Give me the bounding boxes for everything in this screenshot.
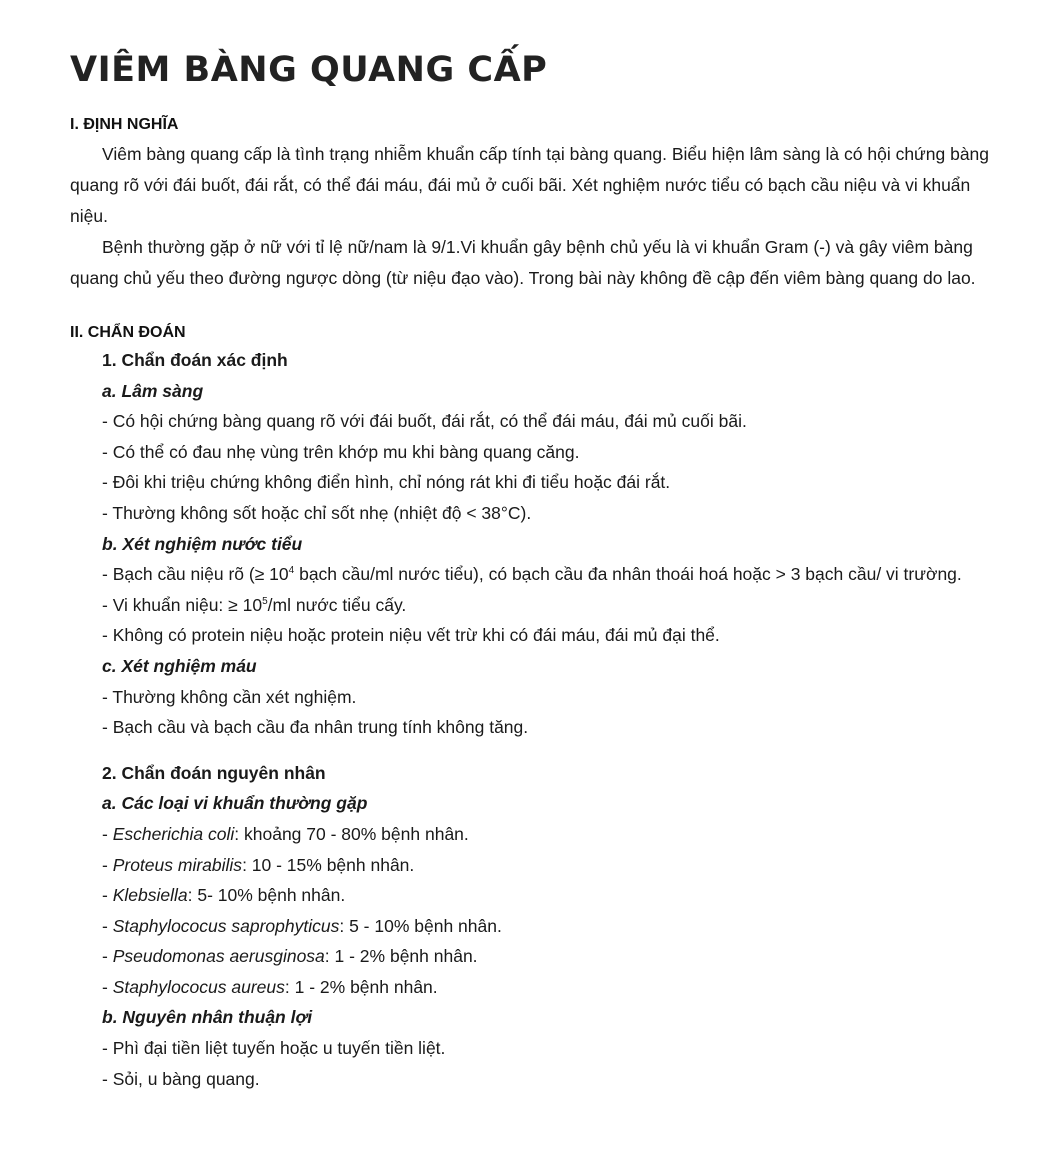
- heading-urine-test: b. Xét nghiệm nước tiểu: [102, 533, 303, 554]
- urine-test-item: [70, 590, 994, 621]
- bacteria-desc: : 5 - 10% bệnh nhân.: [339, 915, 502, 936]
- urine-item-text-pre: - Vi khuẩn niệu: ≥ 10: [102, 594, 263, 615]
- urine-item-text-post: bạch cầu/ml nước tiểu), có bạch cầu đa nhân thoái hoá hoặc > 3 bạch cầu/ vi trường.: [294, 564, 962, 585]
- bacteria-name: Escherichia coli: [112, 823, 235, 844]
- subsection-heading-etiology: 2. Chẩn đoán nguyên nhân: [102, 762, 326, 783]
- bacteria-item: - Staphylococus saprophyticus: 5 - 10% bệnh nhân.: [102, 915, 502, 936]
- clinical-item: - Đôi khi triệu chứng không điển hình, chỉ nóng rát khi đi tiểu hoặc đái rắt.: [102, 472, 671, 493]
- document-title: VIÊM BÀNG QUANG CẤP: [70, 50, 548, 90]
- predisposing-item: - Sỏi, u bàng quang.: [102, 1068, 260, 1089]
- heading-clinical: a. Lâm sàng: [102, 380, 204, 401]
- urine-item-text-post: /ml nước tiểu cấy.: [267, 594, 407, 615]
- subsection-heading-definitive-diagnosis: 1. Chẩn đoán xác định: [102, 350, 288, 370]
- bacteria-desc: : khoảng 70 - 80% bệnh nhân.: [234, 823, 469, 844]
- bacteria-name: Klebsiella: [112, 885, 188, 906]
- bacteria-name: Staphylococus saprophyticus: [112, 915, 340, 936]
- heading-common-bacteria: a. Các loại vi khuẩn thường gặp: [102, 793, 368, 814]
- bacteria-item: - Proteus mirabilis: 10 - 15% bệnh nhân.: [102, 854, 415, 875]
- bacteria-item: - Klebsiella: 5- 10% bệnh nhân.: [102, 885, 346, 906]
- urine-test-item: - Không có protein niệu hoặc protein niệu vết trừ khi có đái máu, đái mủ đại thể.: [102, 625, 720, 646]
- urine-test-item: [70, 559, 994, 590]
- bacteria-name: Staphylococus aureus: [112, 976, 285, 997]
- definition-paragraph-1: Viêm bàng quang cấp là tình trạng nhiễm khuẩn cấp tính tại bàng quang. Biểu hiện lâm sàng là có hội chứng bàng quang rõ với đái buốt, đái rắt, có thể đái máu, đái mủ ở cuối bãi. Xét nghiệm nước tiểu có bạch cầu niệu và vi khuẩn niệu.: [70, 144, 990, 226]
- bacteria-desc: : 5- 10% bệnh nhân.: [187, 885, 346, 906]
- bacteria-item: - Pseudomonas aerusginosa: 1 - 2% bệnh nhân.: [102, 946, 478, 967]
- bacteria-item: - Escherichia coli: khoảng 70 - 80% bệnh nhân.: [102, 823, 469, 844]
- bacteria-name: Pseudomonas aerusginosa: [112, 946, 325, 967]
- bacteria-name: Proteus mirabilis: [112, 854, 243, 875]
- heading-blood-test: c. Xét nghiệm máu: [102, 655, 257, 676]
- clinical-item: - Thường không sốt hoặc chỉ sốt nhẹ (nhiệt độ < 38°C).: [102, 502, 532, 523]
- section-heading-definition: I. ĐỊNH NGHĨA: [70, 116, 179, 133]
- definition-paragraph-2: Bệnh thường gặp ở nữ với tỉ lệ nữ/nam là 9/1.Vi khuẩn gây bệnh chủ yếu là vi khuẩn Gram (-) và gây viêm bàng quang chủ yếu theo đường ngược dòng (từ niệu đạo vào). Trong bài này không đề cập đến viêm bàng quang do lao.: [70, 237, 976, 288]
- blood-test-item: - Bạch cầu và bạch cầu đa nhân trung tính không tăng.: [102, 717, 529, 738]
- section-heading-diagnosis: II. CHẨN ĐOÁN: [70, 324, 186, 341]
- clinical-item: - Có thể có đau nhẹ vùng trên khớp mu khi bàng quang căng.: [102, 441, 580, 462]
- bacteria-desc: : 1 - 2% bệnh nhân.: [324, 946, 478, 967]
- urine-item-exponent: 4: [288, 565, 295, 577]
- blood-test-item: - Thường không cần xét nghiệm.: [102, 686, 357, 707]
- heading-predisposing-factors: b. Nguyên nhân thuận lợi: [102, 1007, 313, 1028]
- urine-item-text-pre: - Bạch cầu niệu rõ (≥ 10: [102, 564, 289, 585]
- bacteria-item: - Staphylococus aureus: 1 - 2% bệnh nhân.: [102, 976, 438, 997]
- urine-item-exponent: 5: [262, 595, 268, 607]
- bacteria-desc: : 1 - 2% bệnh nhân.: [284, 976, 438, 997]
- bacteria-desc: : 10 - 15% bệnh nhân.: [242, 854, 415, 875]
- predisposing-item: - Phì đại tiền liệt tuyến hoặc u tuyến tiền liệt.: [102, 1038, 446, 1059]
- clinical-item: - Có hội chứng bàng quang rõ với đái buốt, đái rắt, có thể đái máu, đái mủ cuối bãi.: [102, 411, 747, 432]
